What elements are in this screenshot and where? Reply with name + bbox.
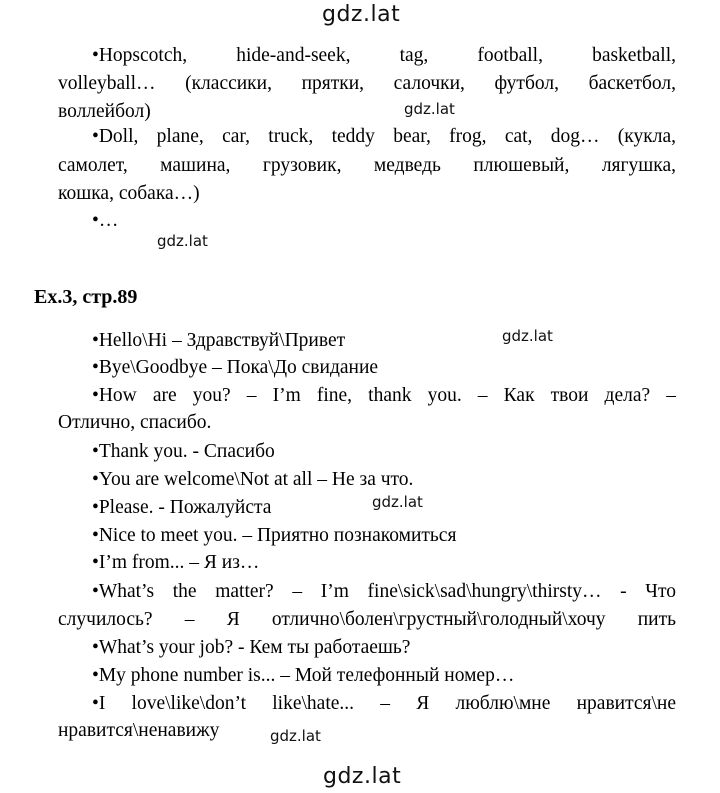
watermark: gdz.lat <box>157 232 208 250</box>
exercise-heading: Ex.3, стр.89 <box>34 286 138 308</box>
list-item-ellipsis: •… <box>92 210 119 231</box>
list-item-line: volleyball… (классики, прятки, салочки, футбол, баскетбол, <box>58 73 676 94</box>
list-item: •Hello\Hi – Здравствуй\Привет <box>92 330 346 351</box>
list-item: •What’s your job? - Кем ты работаешь? <box>92 637 411 658</box>
list-item: •How are you? – I’m fine, thank you. – Как твои дела? – <box>92 385 676 406</box>
list-item: •I love\like\don’t like\hate... – Я люблю\мне нравится\не <box>92 693 676 714</box>
list-item-line: воллейбол) <box>58 101 151 122</box>
watermark: gdz.lat <box>404 100 455 118</box>
list-item-games: •Hopscotch, hide-and-seek, tag, football, basketball, <box>92 45 676 66</box>
watermark: gdz.lat <box>372 493 423 511</box>
list-item: •Thank you. - Спасибо <box>92 441 275 462</box>
list-item-line: случилось? – Я отлично\болен\грустный\голодный\хочу пить <box>58 609 676 630</box>
list-item: •I’m from... – Я из… <box>92 552 260 573</box>
watermark: gdz.lat <box>502 327 553 345</box>
list-item: •My phone number is... – Мой телефонный номер… <box>92 665 515 686</box>
list-item: •Bye\Goodbye – Пока\До свидание <box>92 357 379 378</box>
watermark-bottom: gdz.lat <box>323 764 402 789</box>
list-item-toys: •Doll, plane, car, truck, teddy bear, frog, cat, dog… (кукла, <box>92 126 676 147</box>
list-item: •Please. - Пожалуйста <box>92 497 272 518</box>
watermark-top: gdz.lat <box>322 2 401 27</box>
list-item-line: самолет, машина, грузовик, медведь плюшевый, лягушка, <box>58 155 676 176</box>
list-item: •You are welcome\Not at all – Не за что. <box>92 469 414 490</box>
list-item-line: кошка, собака…) <box>58 183 200 204</box>
watermark: gdz.lat <box>270 727 321 745</box>
list-item: •Nice to meet you. – Приятно познакомиться <box>92 525 457 546</box>
list-item-line: нравится\ненавижу <box>58 720 220 741</box>
list-item: •What’s the matter? – I’m fine\sick\sad\hungry\thirsty… - Что <box>92 581 676 602</box>
list-item-line: Отлично, спасибо. <box>58 412 212 433</box>
